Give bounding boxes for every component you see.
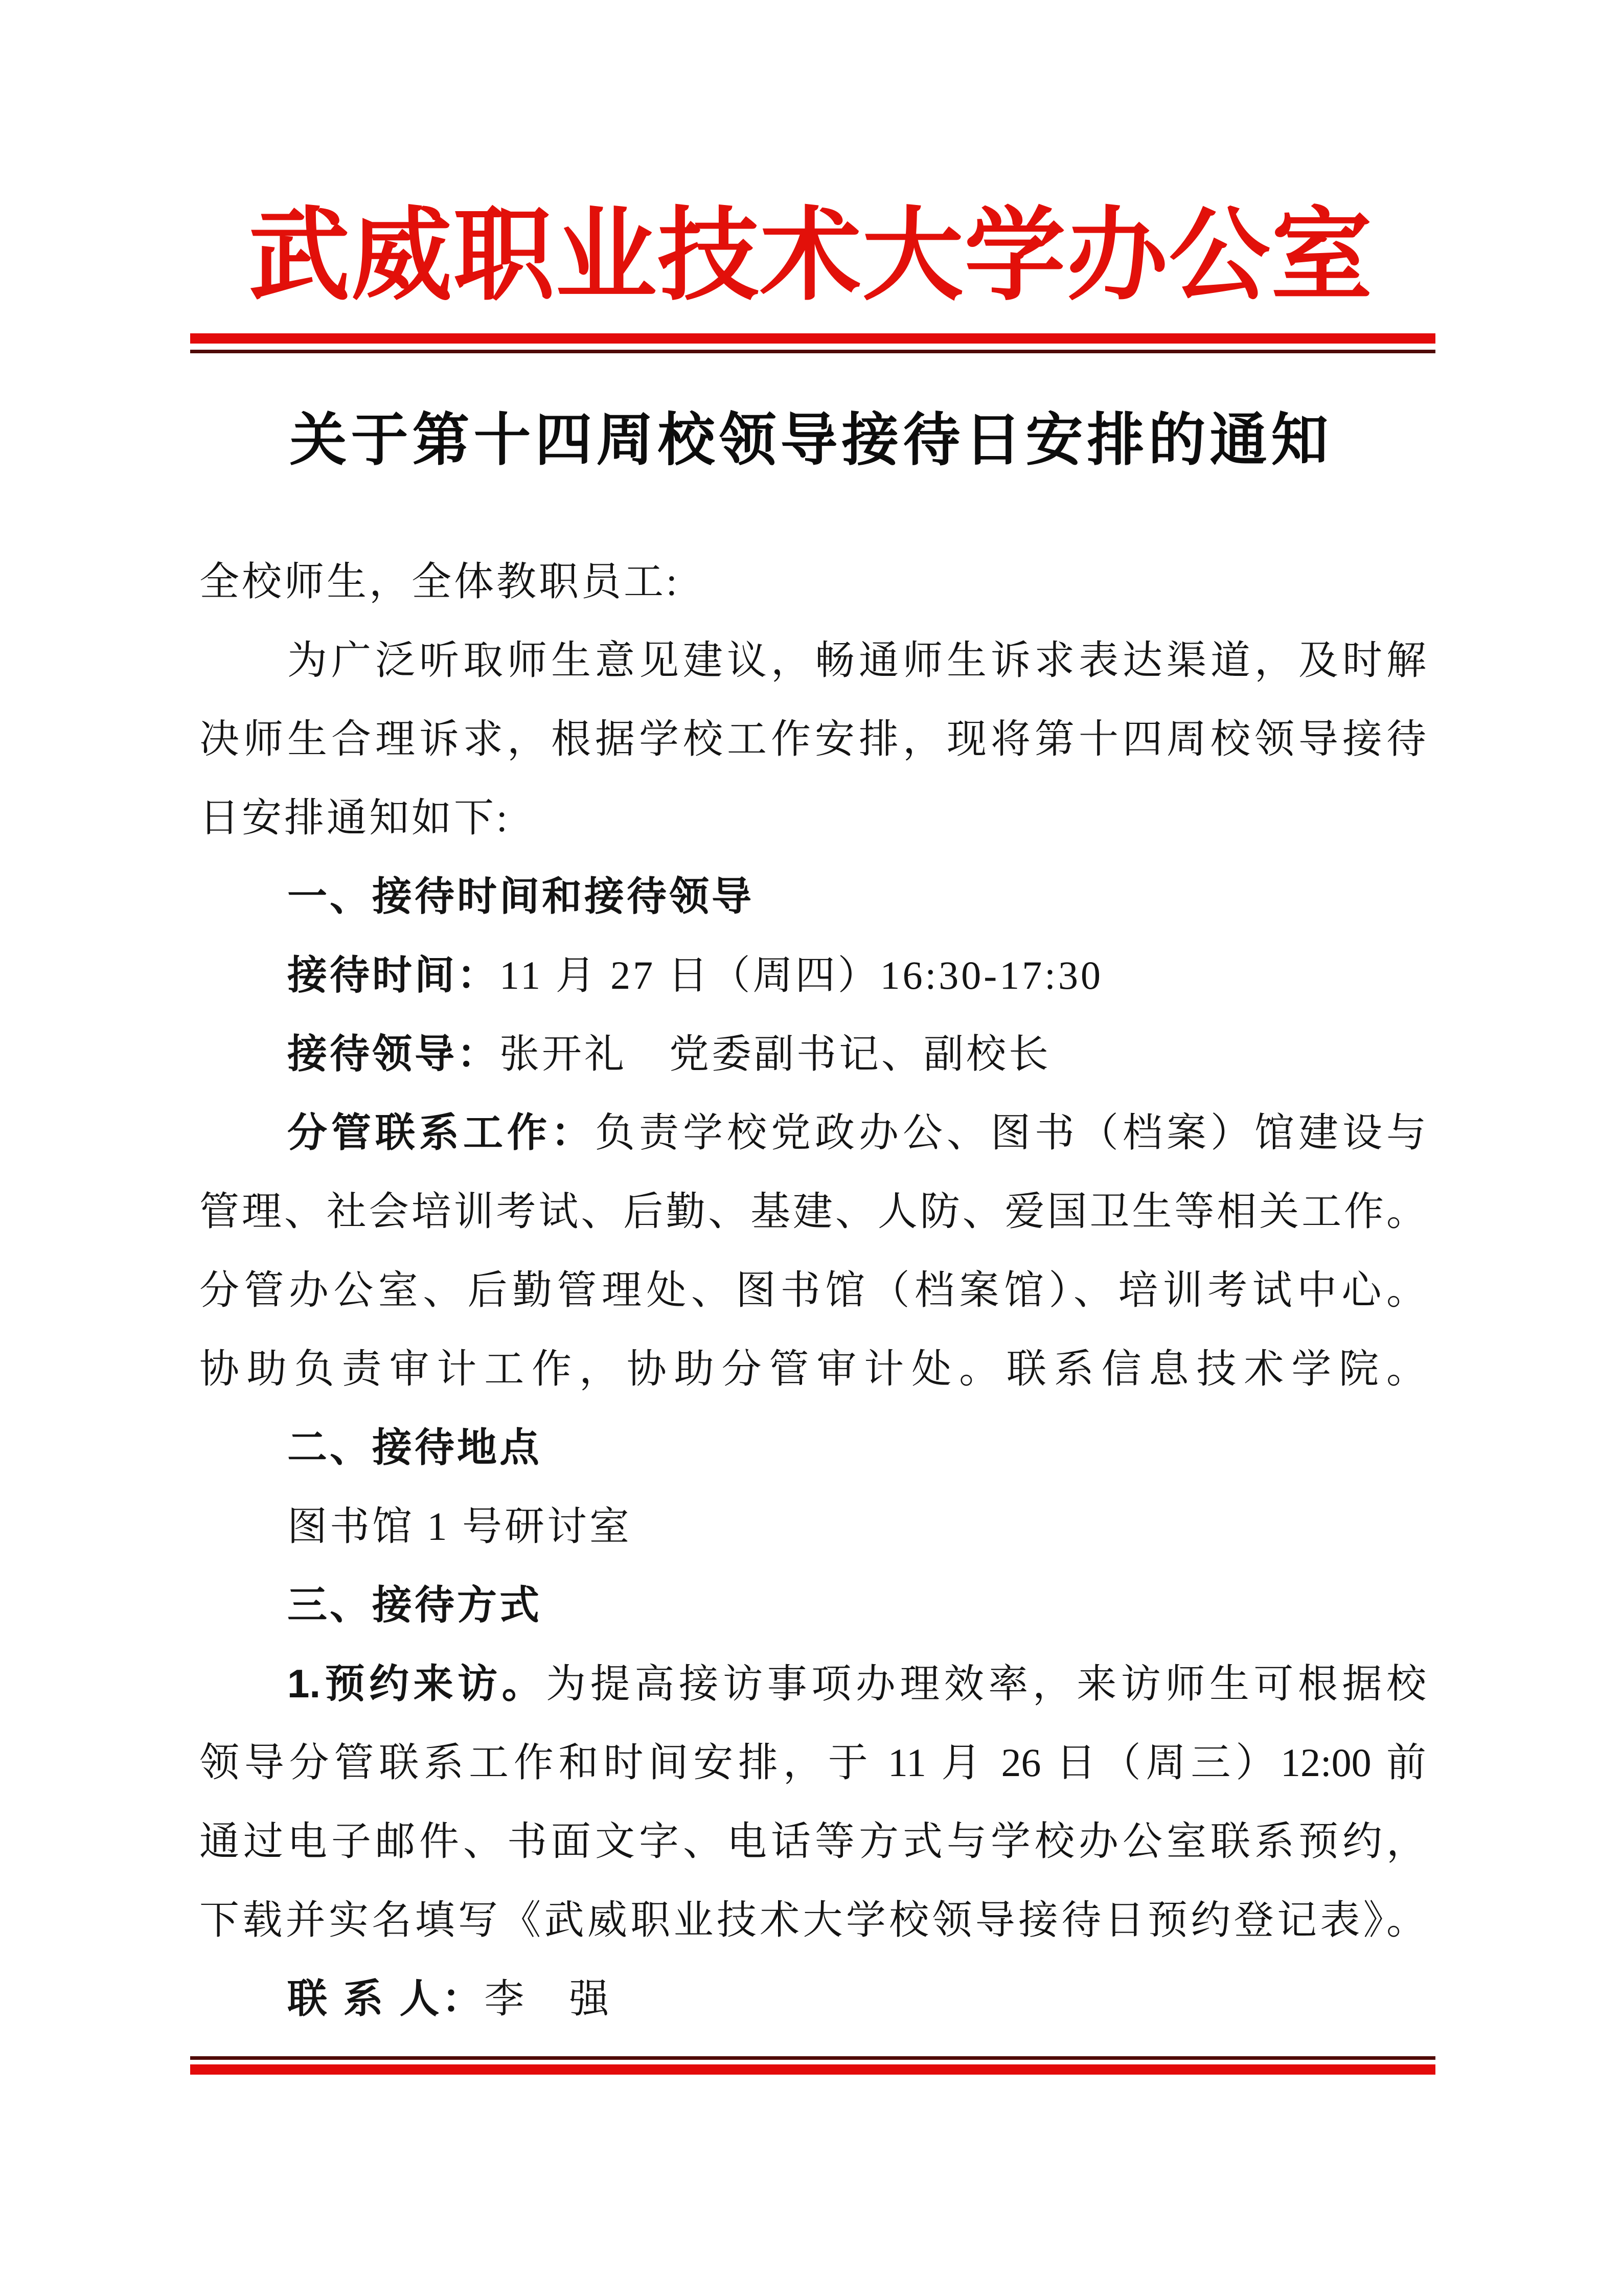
line-text: 决师生合理诉求，根据学校工作安排，现将第十四周校领导接待: [199, 717, 1426, 761]
line-label: 分管联系工作：: [287, 1110, 595, 1155]
letterhead-org-title: 武威职业技术大学办公室: [248, 200, 1374, 312]
line-text: 为广泛听取师生意见建议，畅通师生诉求表达渠道，及时解: [287, 638, 1426, 683]
duties-line-4: [199, 1329, 1426, 1408]
section-1-heading: [199, 857, 1426, 936]
line-label: 1.预约来访。: [287, 1661, 546, 1706]
line-text: 协助负责审计工作，协助分管审计处。联系信息技术学院。: [199, 1347, 1426, 1391]
line-label: 一、接待时间和接待领导: [287, 874, 755, 919]
section-3-heading: [199, 1565, 1426, 1644]
line-text: 通过电子邮件、书面文字、电话等方式与学校办公室联系预约，: [199, 1819, 1426, 1863]
letterhead-rule-thin: [190, 350, 1435, 353]
reception-location-line: [199, 1487, 1426, 1565]
line-label: 三、接待方式: [287, 1582, 542, 1627]
intro-line-1: [199, 621, 1426, 699]
appointment-line-4: [199, 1880, 1426, 1959]
notice-body: [199, 542, 1426, 2038]
line-text: 领导分管联系工作和时间安排，于 11 月 26 日（周三）12:00 前: [199, 1740, 1426, 1785]
line-text: 11 月 27 日（周四）16:30-17:30: [499, 953, 1103, 997]
footer-rule-thick: [190, 2064, 1435, 2075]
line-text: 日安排通知如下:: [199, 795, 510, 840]
footer-rule-thin: [190, 2056, 1435, 2060]
duties-line-3: [199, 1251, 1426, 1329]
letterhead-rule-thick: [190, 333, 1435, 344]
reception-leader-line: [199, 1014, 1426, 1093]
appointment-line-3: [199, 1802, 1426, 1880]
line-text: 负责学校党政办公、图书（档案）馆建设与: [595, 1110, 1426, 1155]
line-text: 分管办公室、后勤管理处、图书馆（档案馆）、培训考试中心。: [199, 1268, 1426, 1312]
line-label: 二、接待地点: [287, 1425, 542, 1470]
appointment-line-1: [199, 1644, 1426, 1723]
duties-line-2: [199, 1172, 1426, 1251]
intro-line-3: [199, 778, 1426, 857]
line-label: 接待领导：: [287, 1031, 500, 1076]
line-text: 张开礼 党委副书记、副校长: [499, 1032, 1052, 1076]
intro-line-2: [199, 699, 1426, 778]
contact-person-line: [199, 1959, 1426, 2038]
notice-title: 关于第十四周校领导接待日安排的通知: [289, 409, 1333, 472]
reception-time-line: [199, 936, 1426, 1014]
line-text: 为提高接访事项办理效率，来访师生可根据校: [546, 1662, 1426, 1706]
line-text: 下载并实名填写《武威职业技术大学校领导接待日预约登记表》。: [199, 1898, 1426, 1942]
section-2-heading: [199, 1408, 1426, 1487]
line-text: 全校师生，全体教职员工:: [199, 559, 680, 604]
line-label: 接待时间：: [287, 952, 500, 997]
appointment-line-2: [199, 1723, 1426, 1802]
line-text: 管理、社会培训考试、后勤、基建、人防、爱国卫生等相关工作。: [199, 1189, 1426, 1234]
line-text: 李 强: [484, 1976, 612, 2021]
line-text: 图书馆 1 号研讨室: [287, 1504, 632, 1549]
line-label: 联 系 人：: [287, 1976, 485, 2021]
salutation-line: [199, 542, 1426, 621]
duties-line-1: [199, 1093, 1426, 1172]
